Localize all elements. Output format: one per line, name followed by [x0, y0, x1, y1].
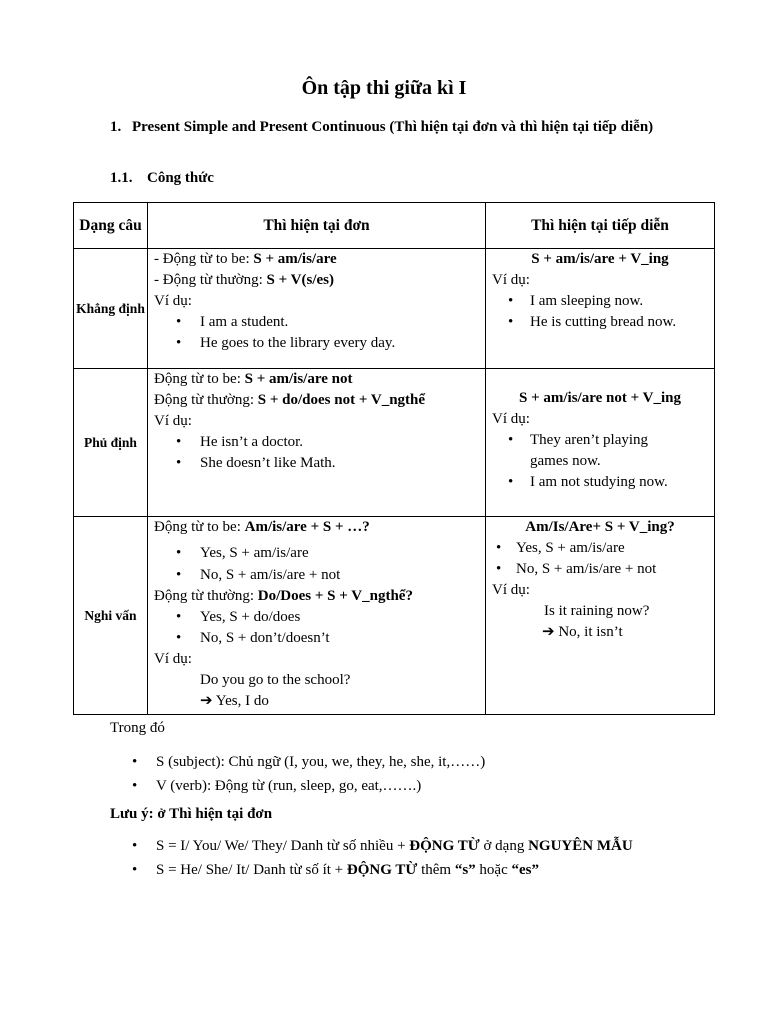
list-item: • Yes, S + am/is/are — [154, 541, 479, 565]
example-label: Ví dụ: — [154, 413, 192, 429]
list-item: • No, S + am/is/are + not — [154, 565, 479, 586]
example-label: Ví dụ: — [492, 411, 530, 427]
section-1-heading — [110, 116, 712, 139]
table-row — [74, 249, 715, 369]
list-item: • No, S + don’t/doesn’t — [154, 628, 479, 649]
grammar-table — [73, 202, 715, 715]
example-list — [492, 291, 708, 333]
section-1-1-text: Công thức — [147, 170, 214, 186]
answer-list — [154, 607, 479, 649]
row-label-affirmative: Khẳng định — [74, 249, 148, 369]
list-item: • V (verb): Động từ (run, sleep, go, eat,…….) — [110, 774, 485, 798]
notes-list — [110, 834, 730, 882]
header-present-continuous: Thì hiện tại tiếp diễn — [486, 203, 715, 249]
question-simple-cell — [148, 517, 486, 715]
list-item: • S (subject): Chủ ngữ (I, you, we, they, he, she, it,……) — [110, 750, 485, 774]
row-label-negative: Phủ định — [74, 369, 148, 517]
list-item: • S = I/ You/ We/ They/ Danh từ số nhiều + ĐỘNG TỪ ở dạng NGUYÊN MẪU — [110, 834, 730, 858]
list-item: • No, S + am/is/are + not — [492, 559, 708, 580]
answer-list — [492, 538, 708, 580]
example-list — [154, 432, 479, 474]
example-list — [154, 312, 479, 354]
affirmative-continuous-cell — [486, 249, 715, 369]
formula-line: Động từ thường: Do/Does + S + V_ngthể? — [154, 588, 413, 604]
list-item: • He goes to the library every day. — [154, 333, 479, 354]
header-present-simple: Thì hiện tại đơn — [148, 203, 486, 249]
list-item: • I am not studying now. — [492, 472, 708, 493]
list-item: • Yes, S + am/is/are — [492, 538, 708, 559]
row-label-question: Nghi vấn — [74, 517, 148, 715]
formula-line: - Động từ to be: S + am/is/are — [154, 251, 337, 267]
list-item: • S = He/ She/ It/ Danh từ số ít + ĐỘNG TỪ thêm “s” hoặc “es” — [110, 858, 730, 882]
list-item: • I am sleeping now. — [492, 291, 708, 312]
list-item: • Yes, S + do/does — [154, 607, 479, 628]
negative-continuous-cell — [486, 369, 715, 517]
formula-line: - Động từ thường: S + V(s/es) — [154, 272, 334, 288]
right-arrow-icon: ➔ — [200, 693, 213, 709]
table-header-row — [74, 203, 715, 249]
example-answer: ➔ No, it isn’t — [542, 624, 623, 640]
list-item: • I am a student. — [154, 312, 479, 333]
page-title: Ôn tập thi giữa kì I — [301, 77, 467, 99]
example-label: Ví dụ: — [154, 293, 192, 309]
note-heading: Lưu ý: ở Thì hiện tại đơn — [110, 806, 273, 822]
table-row — [74, 517, 715, 715]
section-1-text: Present Simple and Present Continuous (Thì hiện tại đơn và thì hiện tại tiếp diễn) — [132, 119, 654, 135]
right-arrow-icon: ➔ — [542, 624, 555, 640]
formula-line: S + am/is/are + V_ing — [531, 251, 669, 267]
answer-list — [154, 541, 479, 586]
example-question: Is it raining now? — [544, 603, 650, 619]
definitions-list — [110, 750, 485, 798]
section-1-1-number: 1.1. — [110, 170, 133, 186]
formula-line: Am/Is/Are+ S + V_ing? — [525, 519, 675, 535]
question-continuous-cell — [486, 517, 715, 715]
negative-simple-cell — [148, 369, 486, 517]
list-item: • He isn’t a doctor. — [154, 432, 479, 453]
example-label: Ví dụ: — [492, 272, 530, 288]
formula-line: Động từ thường: S + do/does not + V_ngthể — [154, 392, 426, 408]
list-item: • She doesn’t like Math. — [154, 453, 479, 474]
formula-line: Động từ to be: S + am/is/are not — [154, 371, 353, 387]
table-row — [74, 369, 715, 517]
formula-line: Động từ to be: Am/is/are + S + …? — [154, 519, 370, 535]
section-1-number: 1. — [110, 119, 122, 135]
formula-line: S + am/is/are not + V_ing — [519, 390, 681, 406]
example-question: Do you go to the school? — [200, 672, 351, 688]
example-label: Ví dụ: — [154, 651, 192, 667]
section-1-1-heading — [110, 170, 214, 187]
header-sentence-type: Dạng câu — [74, 203, 148, 249]
example-answer: ➔ Yes, I do — [200, 693, 269, 709]
example-label: Ví dụ: — [492, 582, 530, 598]
list-item: • They aren’t playing games now. — [492, 430, 708, 472]
example-list — [492, 430, 708, 493]
list-item: • He is cutting bread now. — [492, 312, 708, 333]
affirmative-simple-cell — [148, 249, 486, 369]
where-label: Trong đó — [110, 720, 165, 736]
